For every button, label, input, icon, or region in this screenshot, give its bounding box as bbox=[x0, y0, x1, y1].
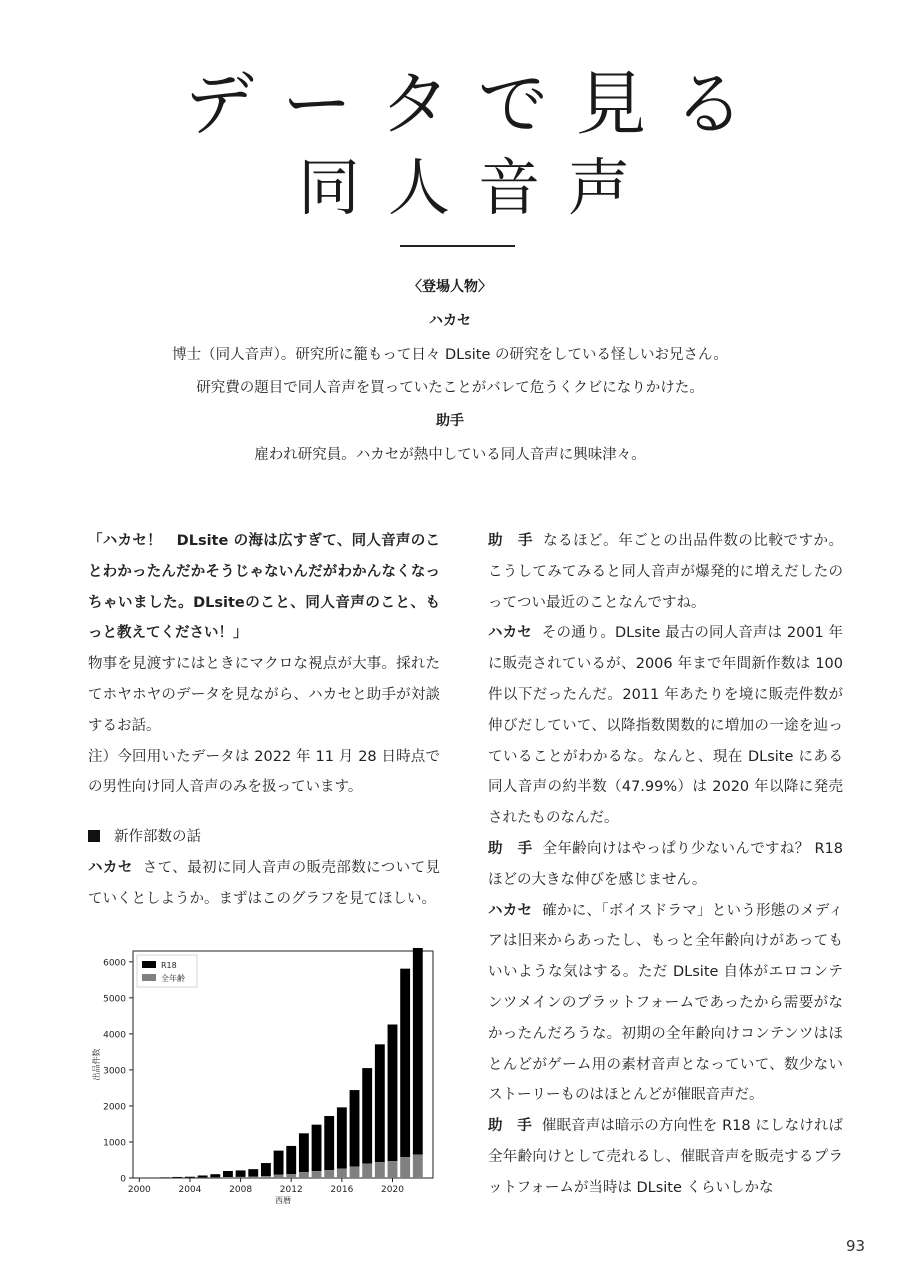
speaker-label: ハカセ bbox=[488, 902, 533, 919]
dialogue-text: 全年齢向けはやっぱり少ないんですね？ R18 ほどの大きな伸びを感じません。 bbox=[488, 840, 844, 888]
legend-swatch-1 bbox=[142, 974, 156, 981]
bar-all-ages-2006 bbox=[210, 1177, 220, 1178]
bar-all-ages-2017 bbox=[350, 1166, 360, 1178]
y-tick-label: 1000 bbox=[103, 1138, 126, 1149]
bar-r18-2009 bbox=[248, 1169, 258, 1177]
character-desc-hakase-1: 博士（同人音声）。研究所に籠もって日々 DLsite の研究をしている怪しいお兄さん。 bbox=[172, 347, 728, 363]
y-tick-label: 4000 bbox=[103, 1030, 126, 1041]
bar-r18-2010 bbox=[261, 1163, 271, 1176]
speaker-label: 助 手 bbox=[488, 1118, 532, 1135]
speaker-label: ハカセ bbox=[488, 625, 532, 642]
page-number: 93 bbox=[846, 1237, 866, 1255]
legend-label: 全年齢 bbox=[161, 974, 185, 983]
speaker-label: 助 手 bbox=[488, 533, 534, 549]
square-bullet-icon bbox=[88, 830, 100, 842]
character-desc-joshu: 雇われ研究員。ハカセが熱中している同人音声に興味津々。 bbox=[254, 447, 646, 463]
dialogue-turn bbox=[488, 896, 843, 1112]
bar-r18-2004 bbox=[185, 1177, 195, 1178]
dialogue-turn bbox=[488, 834, 843, 896]
bar-r18-2022 bbox=[413, 948, 423, 1155]
page-title-line-2: 同人音声 bbox=[297, 151, 658, 224]
intro-quote: 「ハカセ！ DLsite の海は広すぎて、同人音声のことわかったんだかそうじゃないんだがわかんなくなっちゃいました。DLsiteのこと、同人音声のこと、もっと教えてください！」 bbox=[88, 533, 440, 642]
bar-r18-2021 bbox=[400, 969, 410, 1157]
bar-all-ages-2013 bbox=[299, 1172, 309, 1178]
bar-all-ages-2021 bbox=[400, 1157, 410, 1178]
character-desc-hakase-2: 研究費の題目で同人音声を買っていたことがバレて危うくクビになりかけた。 bbox=[196, 380, 704, 396]
bar-r18-2020 bbox=[388, 1025, 398, 1162]
intro-text: 物事を見渡すにはときにマクロな視点が大事。採れたてホヤホヤのデータを見ながら、ハカセと助手が対談するお話。 bbox=[88, 656, 440, 734]
bar-all-ages-2008 bbox=[236, 1177, 246, 1178]
legend-swatch-0 bbox=[142, 961, 156, 968]
bar-r18-2016 bbox=[337, 1107, 347, 1168]
bar-r18-2013 bbox=[299, 1133, 309, 1172]
x-tick-label: 2020 bbox=[381, 1185, 404, 1195]
speaker-label: ハカセ bbox=[88, 859, 133, 876]
bar-r18-2011 bbox=[274, 1151, 284, 1175]
section-heading-text: 新作部数の話 bbox=[114, 829, 201, 846]
y-tick-label: 5000 bbox=[103, 994, 126, 1005]
bar-all-ages-2020 bbox=[388, 1161, 398, 1178]
character-name-joshu: 助手 bbox=[436, 413, 464, 429]
dialogue-text: 確かに、「ボイスドラマ」という形態のメディアは旧来からあったし、もっと全年齢向けがあってもいいような気はする。ただ DLsite 自体がエロコンテンツメインのプラットフォームであったから需要がなかったんだろうな。初期の全年齢向けコンテンツはほとんどがゲーム用の素材音声となっていて、数少ないストーリーものはほとんどが催眠音声だ。 bbox=[488, 902, 844, 1104]
bar-r18-2008 bbox=[236, 1170, 246, 1176]
dialogue-turn bbox=[88, 853, 440, 915]
bar-all-ages-2009 bbox=[248, 1177, 258, 1178]
bar-all-ages-2010 bbox=[261, 1176, 271, 1178]
bar-r18-2005 bbox=[198, 1175, 208, 1177]
x-axis-label: 西暦 bbox=[275, 1196, 291, 1205]
bar-all-ages-2018 bbox=[362, 1164, 372, 1178]
bar-r18-2006 bbox=[210, 1174, 220, 1177]
left-column bbox=[88, 526, 440, 915]
y-tick-label: 0 bbox=[120, 1174, 126, 1185]
data-note: 注）今回用いたデータは 2022 年 11 月 28 日時点での男性向け同人音声のみを扱っています。 bbox=[88, 748, 440, 796]
y-axis-label: 出品件数 bbox=[92, 1048, 101, 1081]
speaker-label: 助 手 bbox=[488, 840, 533, 857]
dialogue-text: その通り。DLsite 最古の同人音声は 2001 年に販売されているが、2006 年まで年間新作数は 100 件以下だったんだ。2011 年あたりを境に販売件数が伸びだしていて、以降指数関数的に増加の一途を辿っていることがわかるな。なんと、現在 DLsite にある同人音声の約半数（47.99%）は 2020 年以降に発売されたものなんだ。 bbox=[488, 625, 843, 827]
bar-all-ages-2007 bbox=[223, 1177, 233, 1178]
section-heading bbox=[88, 822, 440, 853]
dialogue-turn bbox=[488, 1111, 843, 1203]
bar-r18-2015 bbox=[324, 1116, 334, 1170]
bar-r18-2007 bbox=[223, 1171, 233, 1177]
page-title-line-1: データで見る bbox=[184, 63, 772, 145]
characters-heading: 〈登場人物〉 bbox=[408, 279, 492, 295]
bar-all-ages-2014 bbox=[312, 1171, 322, 1178]
dialogue-turn bbox=[488, 526, 843, 618]
bar-all-ages-2022 bbox=[413, 1155, 423, 1178]
bar-r18-2003 bbox=[172, 1177, 182, 1178]
bar-all-ages-2019 bbox=[375, 1162, 385, 1178]
bar-all-ages-2015 bbox=[324, 1170, 334, 1178]
x-tick-label: 2012 bbox=[279, 1185, 303, 1195]
bar-all-ages-2011 bbox=[274, 1175, 284, 1178]
x-tick-label: 2008 bbox=[229, 1185, 253, 1195]
legend-label: R18 bbox=[161, 961, 177, 970]
bar-r18-2018 bbox=[362, 1068, 372, 1163]
chart-canvas bbox=[88, 948, 438, 1208]
bar-all-ages-2012 bbox=[286, 1174, 296, 1178]
bar-r18-2017 bbox=[350, 1090, 360, 1166]
releases-per-year-chart bbox=[88, 948, 438, 1208]
x-tick-label: 2000 bbox=[127, 1185, 151, 1195]
x-tick-label: 2016 bbox=[330, 1185, 354, 1195]
title-divider bbox=[400, 245, 515, 247]
bar-all-ages-2016 bbox=[337, 1169, 347, 1178]
bar-r18-2019 bbox=[375, 1044, 385, 1162]
y-tick-label: 6000 bbox=[103, 958, 126, 969]
character-name-hakase: ハカセ bbox=[429, 313, 471, 329]
bar-r18-2012 bbox=[286, 1146, 296, 1174]
dialogue-turn bbox=[488, 618, 843, 834]
bar-r18-2002 bbox=[160, 1177, 170, 1178]
dialogue-text: なるほど。年ごとの出品件数の比較ですか。こうしてみてみると同人音声が爆発的に増えだしたのってつい最近のことなんですね。 bbox=[488, 533, 844, 611]
dialogue-text: さて、最初に同人音声の販売部数について見ていくとしようか。まずはこのグラフを見てほしい。 bbox=[88, 859, 441, 907]
y-tick-label: 3000 bbox=[103, 1066, 126, 1077]
y-tick-label: 2000 bbox=[103, 1102, 126, 1113]
right-column bbox=[488, 526, 843, 1204]
dialogue-text: 催眠音声は暗示の方向性を R18 にしなければ全年齢向けとして売れるし、催眠音声を販売するプラットフォームが当時は DLsite くらいしかな bbox=[488, 1118, 843, 1196]
bar-r18-2014 bbox=[312, 1125, 322, 1171]
x-tick-label: 2004 bbox=[178, 1185, 202, 1195]
